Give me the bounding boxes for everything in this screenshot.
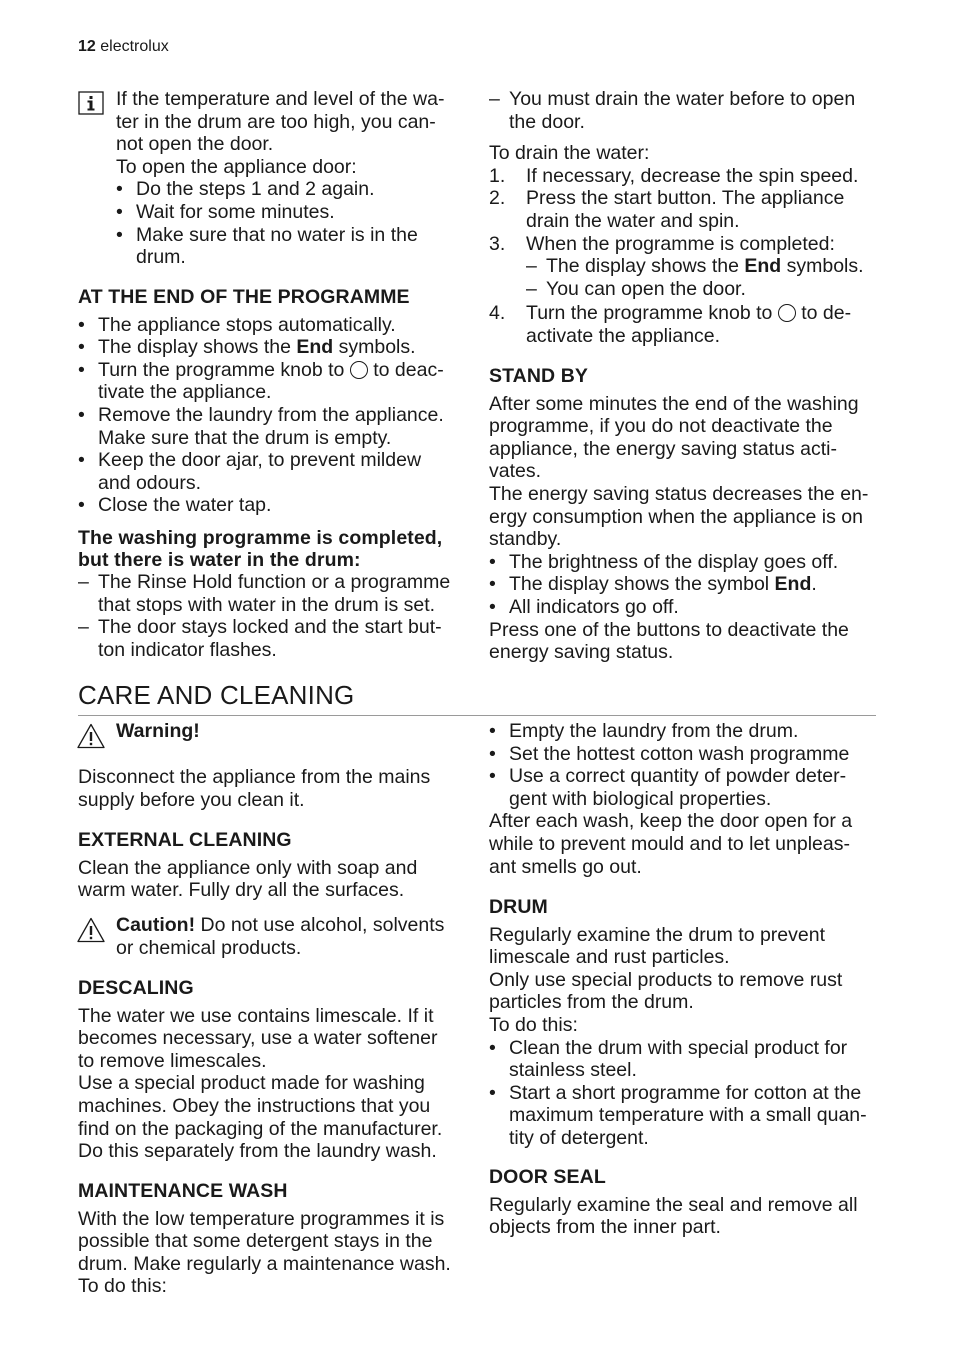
list-item: • The appliance stops automatically. [78, 314, 462, 337]
section-heading: EXTERNAL CLEANING [78, 829, 292, 851]
list-item: • The display shows the End symbols. [78, 336, 462, 359]
paragraph: Regularly examine the drum to prevent limescale and rust particles. [489, 923, 826, 969]
paragraph: Use a special product made for washing machines. Obey the instructions that you find on the packaging of the manufacturer. Do this separately from the laundry wash. [78, 1072, 443, 1163]
paragraph: Press one of the buttons to deactivate the energy saving status. [489, 618, 849, 664]
caution-icon [77, 917, 105, 949]
list-item: • Turn the programme knob to to deac- tivate the appliance. [78, 359, 462, 404]
knob-off-icon [350, 361, 368, 379]
list-item: • Empty the laundry from the drum. [489, 720, 879, 743]
paragraph: After each wash, keep the door open for a while to prevent mould and to let unpleas- ant smells go out. [489, 810, 853, 878]
list-item: – The door stays locked and the start but- ton indicator flashes. [78, 616, 462, 661]
section-heading: AT THE END OF THE PROGRAMME [78, 286, 410, 308]
standby-section [489, 365, 879, 664]
maintenance-steps [489, 720, 879, 878]
drain-intro: To drain the water: [489, 142, 650, 165]
list-item: • Clean the drum with special product for stainless steel. [489, 1037, 879, 1082]
door-seal-section [489, 1166, 879, 1239]
step-item: 4. Turn the programme knob to to de- activate the appliance. [489, 302, 852, 347]
paragraph: Regularly examine the seal and remove all objects from the inner part. [489, 1193, 858, 1239]
list-item: • Start a short programme for cotton at the maximum temperature with a small quan- tity of detergent. [489, 1082, 879, 1150]
section-heading: DRUM [489, 896, 548, 918]
list-item: • Wait for some minutes. [116, 201, 461, 224]
paragraph: The energy saving status decreases the en- ergy consumption when the appliance is on standby. [489, 482, 869, 551]
knob-off-icon [778, 304, 796, 322]
page-title: CARE AND CLEANING [78, 680, 355, 710]
paragraph: With the low temperature programmes it is possible that some detergent stays in the drum. Make regularly a maintenance wash. To do this: [78, 1207, 451, 1298]
list-item: • Set the hottest cotton wash programme [489, 743, 879, 766]
section-heading: The washing programme is completed, but there is water in the drum: [78, 527, 443, 571]
info-note [116, 88, 461, 269]
descaling-section [78, 977, 462, 1163]
list-item: • Close the water tap. [78, 494, 462, 517]
list-item: – You can open the door. [526, 278, 879, 301]
warning-icon [77, 723, 105, 755]
list-item: • Keep the door ajar, to prevent mildew and odours. [78, 449, 462, 494]
section-heading: DOOR SEAL [489, 1166, 606, 1188]
list-item: – The Rinse Hold function or a programme that stops with water in the drum is set. [78, 571, 462, 616]
external-cleaning-section [78, 829, 462, 902]
paragraph: To do this: [489, 1013, 578, 1036]
maintenance-wash-section [78, 1180, 462, 1298]
list-item: • Make sure that no water is in the drum. [116, 224, 461, 269]
section-heading: STAND BY [489, 365, 589, 387]
caution-note [116, 914, 461, 959]
warning-text-block [78, 766, 462, 811]
paragraph: The water we use contains limescale. If it becomes necessary, use a water softener to remove limescales. [78, 1004, 438, 1072]
end-programme-section [78, 286, 462, 517]
step-item: 3. When the programme is completed: [489, 232, 835, 255]
info-note-text: If the temperature and level of the wa- ter in the drum are too high, you can- not open the door. [116, 88, 445, 156]
caution-label: Caution! [116, 914, 196, 936]
list-item: • All indicators go off. [489, 596, 879, 619]
info-note-subtext: To open the appliance door: [116, 155, 357, 178]
warning-label: Warning! [116, 720, 200, 742]
drain-section [489, 88, 879, 348]
paragraph: Clean the appliance only with soap and warm water. Fully dry all the surfaces. [78, 856, 418, 902]
info-icon [78, 91, 104, 121]
list-item: • The display shows the symbol End. [489, 573, 879, 596]
section-heading: MAINTENANCE WASH [78, 1180, 288, 1202]
divider [78, 715, 876, 716]
list-item: • Remove the laundry from the appliance. Make sure that the drum is empty. [78, 404, 462, 449]
page-number: 12 [78, 38, 96, 55]
brand-name: electrolux [100, 38, 169, 55]
page-header [78, 37, 169, 57]
list-item: • Use a correct quantity of powder deter- gent with biological properties. [489, 765, 879, 810]
list-item: • Do the steps 1 and 2 again. [116, 178, 461, 201]
drum-section [489, 896, 879, 1150]
caution-text: Do not use alcohol, solvents or chemical products. [116, 914, 445, 959]
list-item: • The brightness of the display goes off. [489, 551, 879, 574]
step-item: 2. Press the start button. The appliance drain the water and spin. [489, 187, 845, 232]
step-item: 1. If necessary, decrease the spin speed. [489, 164, 859, 187]
list-item: – You must drain the water before to open the door. [489, 88, 879, 133]
section-heading: DESCALING [78, 977, 194, 999]
list-item: – The display shows the End symbols. [526, 255, 879, 278]
paragraph: After some minutes the end of the washing programme, if you do not deactivate the appliance, the energy saving status acti- vates. [489, 392, 859, 483]
water-in-drum-section [78, 527, 462, 661]
warning-text: Disconnect the appliance from the mains supply before you clean it. [78, 766, 431, 811]
paragraph: Only use special products to remove rust particles from the drum. [489, 968, 843, 1014]
